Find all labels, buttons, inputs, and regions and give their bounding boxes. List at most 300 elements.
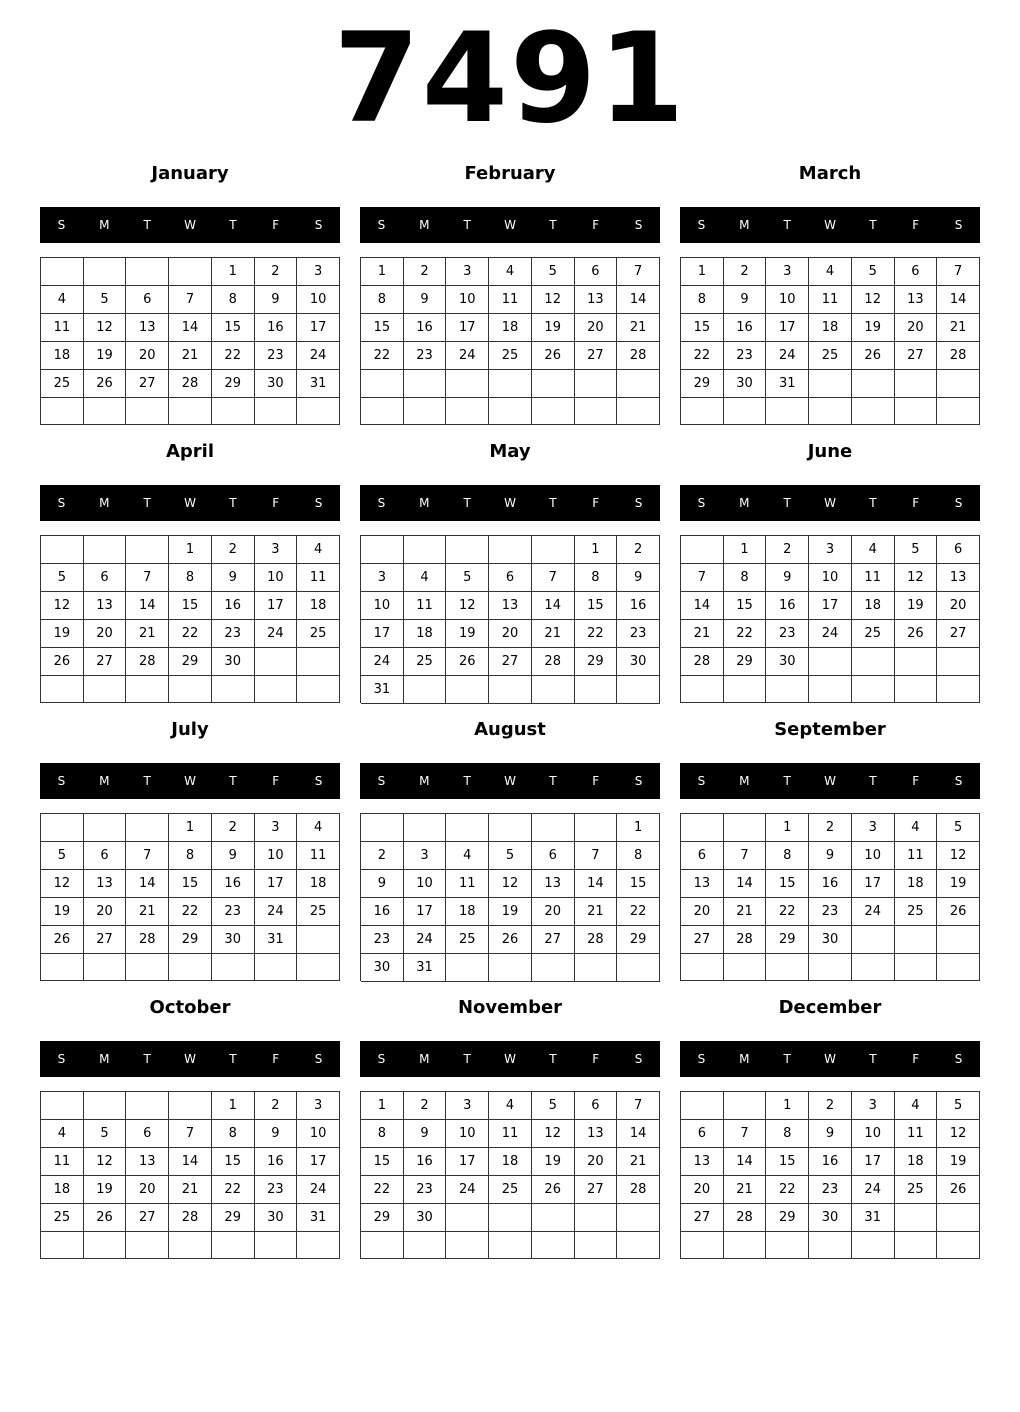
day-cell: 18 xyxy=(297,592,340,620)
day-cell: 12 xyxy=(895,564,938,592)
day-cell: 9 xyxy=(724,286,767,314)
weekday-label: M xyxy=(739,496,750,510)
day-cell: 27 xyxy=(575,1176,618,1204)
weekday-label: T xyxy=(143,218,151,232)
day-cell: 6 xyxy=(681,842,724,870)
day-cell: 21 xyxy=(532,620,575,648)
day-cell: 29 xyxy=(169,926,212,954)
day-cell: 1 xyxy=(766,814,809,842)
month-june xyxy=(680,438,980,716)
day-cell xyxy=(575,398,618,426)
day-cell: 12 xyxy=(84,1148,127,1176)
weekday-header xyxy=(40,485,340,521)
day-cell: 10 xyxy=(852,1120,895,1148)
day-cell: 11 xyxy=(809,286,852,314)
day-cell: 1 xyxy=(169,536,212,564)
day-cell: 9 xyxy=(212,564,255,592)
day-cell: 25 xyxy=(895,898,938,926)
weekday-label: S xyxy=(954,496,963,510)
day-cell: 27 xyxy=(532,926,575,954)
day-cell: 14 xyxy=(724,1148,767,1176)
day-cell xyxy=(297,926,340,954)
day-cell: 8 xyxy=(169,842,212,870)
day-cell: 16 xyxy=(361,898,404,926)
day-cell: 17 xyxy=(852,870,895,898)
day-cell: 26 xyxy=(446,648,489,676)
day-cell: 14 xyxy=(169,1148,212,1176)
weekday-label: T xyxy=(869,218,877,232)
weekday-label: M xyxy=(419,1052,430,1066)
day-cell: 4 xyxy=(41,1120,84,1148)
day-cell xyxy=(617,954,660,982)
day-cell: 5 xyxy=(532,258,575,286)
day-cell: 10 xyxy=(255,842,298,870)
day-cell: 4 xyxy=(489,1092,532,1120)
month-march xyxy=(680,160,980,438)
day-cell: 19 xyxy=(852,314,895,342)
day-cell: 26 xyxy=(41,926,84,954)
day-cell: 18 xyxy=(404,620,447,648)
month-name: October xyxy=(149,997,231,1018)
day-cell: 28 xyxy=(617,342,660,370)
day-cell xyxy=(446,370,489,398)
weekday-label: W xyxy=(824,774,836,788)
weekday-label: W xyxy=(504,1052,516,1066)
day-cell: 15 xyxy=(212,314,255,342)
weekday-label: T xyxy=(783,774,791,788)
weekday-label: W xyxy=(184,1052,196,1066)
day-cell: 2 xyxy=(404,258,447,286)
day-cell xyxy=(681,814,724,842)
day-cell: 17 xyxy=(809,592,852,620)
day-cell: 5 xyxy=(41,842,84,870)
day-grid xyxy=(360,813,660,981)
month-october xyxy=(40,994,340,1272)
day-cell: 14 xyxy=(724,870,767,898)
day-cell: 22 xyxy=(766,898,809,926)
day-cell: 30 xyxy=(212,926,255,954)
weekday-label: T xyxy=(463,496,471,510)
day-cell: 26 xyxy=(895,620,938,648)
weekday-header xyxy=(360,485,660,521)
weekday-header xyxy=(360,763,660,799)
day-cell: 21 xyxy=(724,898,767,926)
weekday-label: F xyxy=(912,218,920,232)
day-cell: 19 xyxy=(489,898,532,926)
day-cell xyxy=(169,954,212,981)
weekday-label: M xyxy=(99,1052,110,1066)
day-cell: 10 xyxy=(297,1120,340,1148)
day-cell: 21 xyxy=(724,1176,767,1204)
day-cell xyxy=(404,398,447,426)
day-cell: 2 xyxy=(617,536,660,564)
day-cell: 6 xyxy=(681,1120,724,1148)
day-cell: 4 xyxy=(809,258,852,286)
day-cell: 19 xyxy=(937,870,980,898)
month-september xyxy=(680,716,980,994)
day-cell: 10 xyxy=(766,286,809,314)
day-cell: 22 xyxy=(724,620,767,648)
day-cell: 28 xyxy=(724,926,767,954)
weekday-label: T xyxy=(869,774,877,788)
day-cell: 14 xyxy=(169,314,212,342)
day-cell: 25 xyxy=(297,898,340,926)
day-cell: 23 xyxy=(809,1176,852,1204)
day-cell: 29 xyxy=(766,926,809,954)
day-cell: 7 xyxy=(724,1120,767,1148)
day-cell: 16 xyxy=(255,1148,298,1176)
day-cell: 23 xyxy=(212,898,255,926)
day-cell xyxy=(404,676,447,704)
day-cell: 20 xyxy=(937,592,980,620)
weekday-label: M xyxy=(739,1052,750,1066)
day-cell: 18 xyxy=(809,314,852,342)
day-cell xyxy=(361,370,404,398)
day-cell: 11 xyxy=(297,564,340,592)
weekday-label: M xyxy=(99,218,110,232)
day-cell: 15 xyxy=(766,870,809,898)
day-cell xyxy=(255,954,298,981)
day-cell: 26 xyxy=(937,1176,980,1204)
day-cell xyxy=(617,676,660,704)
day-cell: 8 xyxy=(766,1120,809,1148)
day-cell: 6 xyxy=(937,536,980,564)
day-cell: 29 xyxy=(766,1204,809,1232)
day-cell: 9 xyxy=(361,870,404,898)
day-cell: 31 xyxy=(404,954,447,982)
day-cell: 24 xyxy=(852,1176,895,1204)
weekday-label: S xyxy=(377,774,386,788)
day-cell xyxy=(169,1232,212,1259)
day-cell: 14 xyxy=(126,870,169,898)
day-cell: 31 xyxy=(297,1204,340,1232)
day-cell: 29 xyxy=(724,648,767,676)
day-cell: 17 xyxy=(255,592,298,620)
day-cell xyxy=(532,814,575,842)
day-cell: 5 xyxy=(84,286,127,314)
day-cell xyxy=(617,1204,660,1232)
day-cell: 15 xyxy=(681,314,724,342)
day-cell: 12 xyxy=(532,1120,575,1148)
day-cell: 6 xyxy=(532,842,575,870)
day-cell: 29 xyxy=(361,1204,404,1232)
day-cell: 3 xyxy=(255,814,298,842)
day-cell xyxy=(532,398,575,426)
day-cell: 7 xyxy=(617,1092,660,1120)
day-cell: 20 xyxy=(489,620,532,648)
day-cell: 20 xyxy=(126,1176,169,1204)
day-cell: 16 xyxy=(404,314,447,342)
day-cell: 15 xyxy=(169,592,212,620)
weekday-label: T xyxy=(463,774,471,788)
day-grid xyxy=(360,257,660,425)
day-cell: 24 xyxy=(809,620,852,648)
day-cell xyxy=(681,1232,724,1259)
weekday-label: S xyxy=(57,774,66,788)
day-cell xyxy=(724,676,767,703)
day-cell: 23 xyxy=(404,342,447,370)
day-cell: 12 xyxy=(446,592,489,620)
day-cell: 13 xyxy=(126,1148,169,1176)
day-cell xyxy=(169,258,212,286)
month-name: August xyxy=(474,719,546,740)
weekday-label: T xyxy=(549,218,557,232)
day-cell xyxy=(41,1092,84,1120)
day-cell xyxy=(937,370,980,398)
day-cell: 30 xyxy=(404,1204,447,1232)
day-cell: 29 xyxy=(169,648,212,676)
day-cell: 6 xyxy=(575,258,618,286)
day-cell: 11 xyxy=(41,314,84,342)
weekday-label: S xyxy=(314,774,323,788)
day-cell: 6 xyxy=(126,286,169,314)
weekday-label: S xyxy=(954,774,963,788)
day-cell xyxy=(724,1232,767,1259)
day-cell xyxy=(617,370,660,398)
day-cell: 28 xyxy=(937,342,980,370)
day-cell: 11 xyxy=(489,1120,532,1148)
day-cell: 7 xyxy=(169,1120,212,1148)
weekday-label: S xyxy=(634,496,643,510)
day-cell: 17 xyxy=(446,314,489,342)
day-cell: 15 xyxy=(212,1148,255,1176)
day-cell: 21 xyxy=(126,898,169,926)
day-grid xyxy=(680,257,980,425)
day-cell: 23 xyxy=(404,1176,447,1204)
day-cell: 24 xyxy=(297,1176,340,1204)
day-cell: 3 xyxy=(852,814,895,842)
day-cell: 2 xyxy=(255,1092,298,1120)
day-cell xyxy=(489,954,532,982)
day-cell: 15 xyxy=(766,1148,809,1176)
day-grid xyxy=(680,1091,980,1259)
day-cell xyxy=(169,398,212,425)
day-cell: 28 xyxy=(126,648,169,676)
day-cell: 12 xyxy=(41,592,84,620)
day-cell: 16 xyxy=(617,592,660,620)
day-cell xyxy=(361,1232,404,1259)
weekday-label: M xyxy=(419,774,430,788)
day-cell: 27 xyxy=(575,342,618,370)
weekday-label: M xyxy=(419,218,430,232)
day-cell xyxy=(126,954,169,981)
day-cell: 17 xyxy=(297,314,340,342)
month-name: February xyxy=(464,163,556,184)
day-cell: 5 xyxy=(937,1092,980,1120)
day-cell: 30 xyxy=(809,926,852,954)
day-cell: 21 xyxy=(617,1148,660,1176)
day-cell: 24 xyxy=(255,898,298,926)
day-cell xyxy=(84,398,127,425)
day-cell: 23 xyxy=(255,1176,298,1204)
day-cell: 20 xyxy=(84,898,127,926)
day-cell: 10 xyxy=(446,286,489,314)
weekday-label: T xyxy=(549,774,557,788)
day-cell: 8 xyxy=(361,1120,404,1148)
weekday-label: F xyxy=(272,218,280,232)
day-cell: 29 xyxy=(575,648,618,676)
weekday-label: F xyxy=(912,774,920,788)
month-august xyxy=(360,716,660,994)
day-cell: 21 xyxy=(937,314,980,342)
weekday-header xyxy=(40,763,340,799)
day-cell: 1 xyxy=(361,1092,404,1120)
day-cell: 18 xyxy=(895,1148,938,1176)
weekday-label: T xyxy=(869,496,877,510)
weekday-label: W xyxy=(184,218,196,232)
day-cell: 6 xyxy=(489,564,532,592)
day-cell: 19 xyxy=(895,592,938,620)
day-cell: 23 xyxy=(361,926,404,954)
months-grid xyxy=(40,160,980,1272)
day-cell: 30 xyxy=(809,1204,852,1232)
day-cell xyxy=(766,398,809,425)
day-cell xyxy=(937,398,980,425)
day-cell xyxy=(724,954,767,981)
day-cell: 18 xyxy=(446,898,489,926)
day-cell xyxy=(126,398,169,425)
day-cell: 30 xyxy=(255,370,298,398)
month-december xyxy=(680,994,980,1272)
day-cell xyxy=(575,676,618,704)
day-cell: 18 xyxy=(489,1148,532,1176)
day-cell: 22 xyxy=(617,898,660,926)
day-cell: 13 xyxy=(84,870,127,898)
day-cell xyxy=(446,676,489,704)
day-cell: 7 xyxy=(724,842,767,870)
weekday-label: F xyxy=(592,1052,600,1066)
day-cell xyxy=(212,1232,255,1259)
day-cell: 1 xyxy=(724,536,767,564)
day-cell xyxy=(126,536,169,564)
day-cell: 1 xyxy=(681,258,724,286)
day-cell: 20 xyxy=(575,1148,618,1176)
day-grid xyxy=(680,813,980,981)
day-cell: 3 xyxy=(361,564,404,592)
day-cell: 27 xyxy=(681,1204,724,1232)
day-cell: 1 xyxy=(617,814,660,842)
day-cell: 13 xyxy=(126,314,169,342)
weekday-label: S xyxy=(314,218,323,232)
weekday-label: F xyxy=(272,774,280,788)
day-cell xyxy=(297,648,340,676)
day-cell xyxy=(724,1092,767,1120)
month-name: July xyxy=(171,719,209,740)
day-cell xyxy=(255,676,298,703)
day-cell: 8 xyxy=(212,286,255,314)
weekday-label: S xyxy=(634,1052,643,1066)
day-cell: 25 xyxy=(41,1204,84,1232)
day-cell: 4 xyxy=(297,536,340,564)
day-cell: 31 xyxy=(255,926,298,954)
day-cell xyxy=(532,1204,575,1232)
day-cell: 28 xyxy=(169,370,212,398)
day-cell xyxy=(404,814,447,842)
month-january xyxy=(40,160,340,438)
month-name: December xyxy=(778,997,882,1018)
day-cell xyxy=(809,398,852,425)
day-cell xyxy=(212,398,255,425)
day-cell xyxy=(446,1204,489,1232)
day-cell: 16 xyxy=(255,314,298,342)
day-cell xyxy=(681,536,724,564)
year-title: 7491 xyxy=(333,7,687,151)
month-name: June xyxy=(807,441,853,462)
day-cell: 17 xyxy=(404,898,447,926)
weekday-header xyxy=(680,1041,980,1077)
day-cell: 24 xyxy=(446,1176,489,1204)
day-cell xyxy=(895,954,938,981)
day-cell: 31 xyxy=(852,1204,895,1232)
month-november xyxy=(360,994,660,1272)
day-cell: 22 xyxy=(212,1176,255,1204)
day-cell: 31 xyxy=(297,370,340,398)
day-cell: 22 xyxy=(169,898,212,926)
day-cell: 12 xyxy=(84,314,127,342)
day-cell: 1 xyxy=(212,1092,255,1120)
day-cell xyxy=(766,676,809,703)
day-cell: 21 xyxy=(681,620,724,648)
weekday-label: M xyxy=(419,496,430,510)
day-cell: 30 xyxy=(212,648,255,676)
day-cell: 25 xyxy=(809,342,852,370)
day-cell: 25 xyxy=(489,342,532,370)
day-grid xyxy=(40,535,340,703)
day-cell: 20 xyxy=(681,898,724,926)
day-cell xyxy=(446,954,489,982)
day-cell: 10 xyxy=(852,842,895,870)
day-cell xyxy=(489,370,532,398)
day-cell: 25 xyxy=(852,620,895,648)
weekday-label: S xyxy=(314,1052,323,1066)
day-cell xyxy=(532,536,575,564)
day-cell: 7 xyxy=(126,842,169,870)
day-cell: 1 xyxy=(169,814,212,842)
day-cell: 22 xyxy=(361,1176,404,1204)
day-cell: 8 xyxy=(724,564,767,592)
day-cell: 29 xyxy=(212,370,255,398)
day-cell xyxy=(681,954,724,981)
weekday-label: M xyxy=(739,218,750,232)
weekday-label: T xyxy=(549,1052,557,1066)
day-cell: 8 xyxy=(361,286,404,314)
day-cell xyxy=(212,676,255,703)
day-cell: 13 xyxy=(489,592,532,620)
day-cell xyxy=(895,676,938,703)
weekday-label: T xyxy=(549,496,557,510)
day-cell: 8 xyxy=(766,842,809,870)
day-cell: 24 xyxy=(297,342,340,370)
day-cell: 17 xyxy=(361,620,404,648)
day-cell: 14 xyxy=(126,592,169,620)
day-cell: 11 xyxy=(41,1148,84,1176)
day-cell: 27 xyxy=(895,342,938,370)
day-cell xyxy=(255,1232,298,1259)
day-cell: 12 xyxy=(852,286,895,314)
day-cell: 4 xyxy=(489,258,532,286)
day-cell xyxy=(532,676,575,704)
day-cell xyxy=(809,648,852,676)
weekday-label: W xyxy=(824,496,836,510)
day-cell: 2 xyxy=(766,536,809,564)
day-cell: 27 xyxy=(937,620,980,648)
day-cell: 8 xyxy=(575,564,618,592)
weekday-label: S xyxy=(697,218,706,232)
day-cell: 22 xyxy=(212,342,255,370)
weekday-label: S xyxy=(57,496,66,510)
weekday-header xyxy=(360,1041,660,1077)
day-cell xyxy=(852,676,895,703)
